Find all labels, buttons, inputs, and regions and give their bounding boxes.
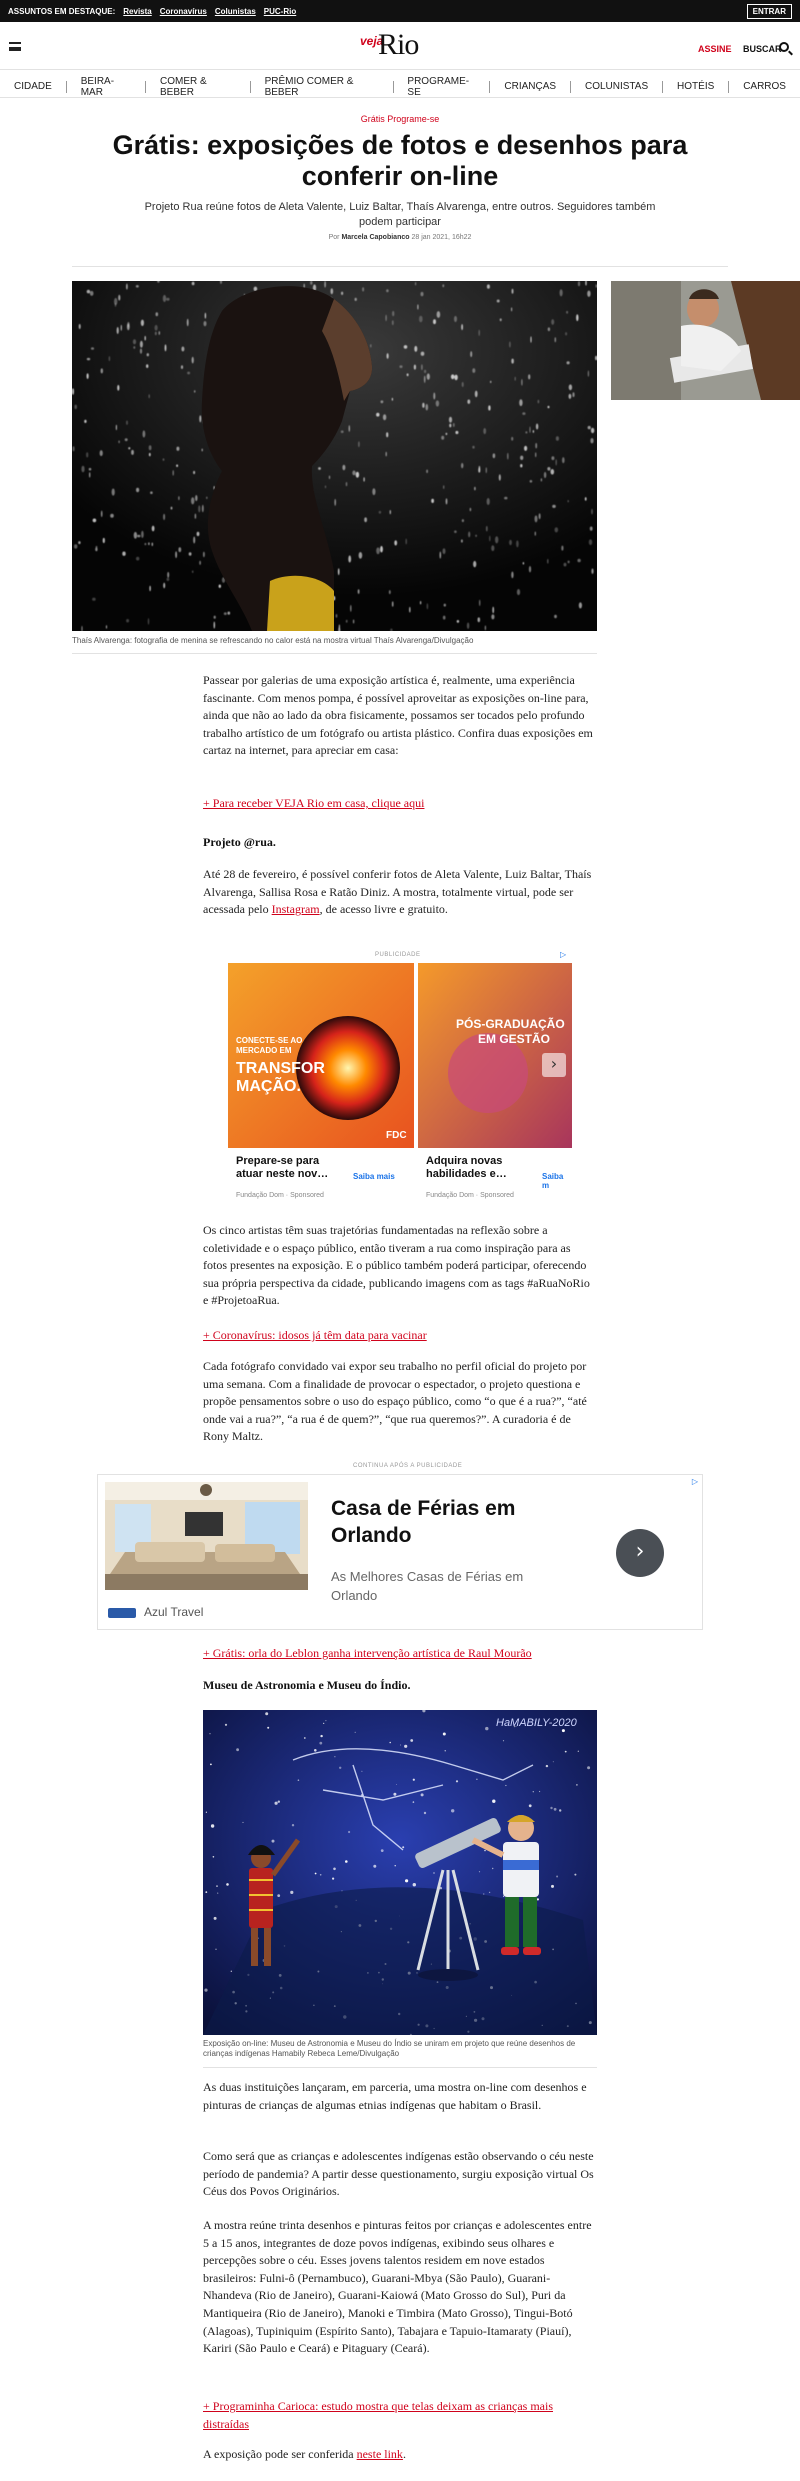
ad-carousel bbox=[228, 963, 572, 1213]
sidebar-photo[interactable] bbox=[611, 281, 800, 400]
featured-link-colunistas[interactable]: Colunistas bbox=[214, 6, 256, 16]
ad-source-name: Fundação Dom bbox=[426, 1192, 474, 1199]
ad-banner-title: Casa de Férias em Orlando bbox=[331, 1497, 516, 1547]
paragraph: As duas instituições lançaram, em parceria, uma mostra on-line com desenhos e pinturas de crianças de algumas etnias indígenas que habitam o Brasil. bbox=[203, 2080, 587, 2112]
related-link[interactable]: + Para receber VEJA Rio em casa, clique aqui bbox=[203, 796, 425, 810]
ad-card-title: Prepare-se para atuar neste nov… bbox=[236, 1155, 329, 1180]
living-room-image bbox=[105, 1482, 308, 1590]
ad-brand-name: Azul Travel bbox=[144, 1605, 204, 1619]
ad-learn-more-link[interactable]: Saiba m bbox=[542, 1172, 564, 1190]
paragraph: Como será que as crianças e adolescentes indígenas estão observando o céu neste período de pandemia? A partir desse questionamento, surgiu exposição virtual Os Céus dos Povos Originários. bbox=[203, 2149, 594, 2199]
publish-date: 28 jan 2021, 16h22 bbox=[411, 234, 472, 241]
divider bbox=[72, 653, 597, 654]
subscribe-link[interactable]: ASSINE bbox=[698, 44, 732, 54]
paragraph bbox=[203, 2446, 596, 2464]
main-nav bbox=[0, 76, 800, 98]
carousel-next-icon[interactable]: › bbox=[542, 1053, 566, 1077]
girl-in-rain-photo bbox=[72, 281, 597, 631]
artist-signature: HaMABILY-2020 bbox=[496, 1717, 577, 1729]
nav-item-programe-se[interactable]: PROGRAME-SE bbox=[407, 75, 470, 98]
ad-next-arrow-icon[interactable]: › bbox=[616, 1529, 664, 1577]
featured-link-coronavirus[interactable]: Coronavírus bbox=[159, 6, 207, 16]
ad-banner[interactable] bbox=[97, 1474, 703, 1630]
nav-item-colunistas[interactable]: COLUNISTAS bbox=[584, 81, 649, 92]
site-header bbox=[0, 22, 800, 70]
related-link[interactable]: + Programinha Carioca: estudo mostra que telas deixam as crianças mais distraídas bbox=[203, 2399, 553, 2431]
ad-card-title: Adquira novas habilidades e… bbox=[426, 1155, 507, 1180]
paragraph bbox=[203, 866, 596, 919]
paragraph: Passear por galerias de uma exposição artística é, realmente, uma experiência fascinante. Com menos pompa, é possível aproveitar as exposições on-line para, ainda que não ao lado da obra fisicamente, possamos ser tocados pelo profundo trabalho artístico de um fotógrafo ou artista plástico. Confira duas exposições em cartaz na internet, para apreciar em casa: bbox=[203, 673, 593, 758]
nav-item-carros[interactable]: CARROS bbox=[743, 81, 786, 92]
exhibition-link[interactable]: neste link bbox=[356, 2447, 403, 2461]
adchoices-icon[interactable]: ▷ bbox=[691, 1477, 698, 1486]
nav-item-hoteis[interactable]: HOTÉIS bbox=[677, 81, 715, 92]
related-link[interactable]: + Grátis: orla do Leblon ganha intervenção artística de Raul Mourão bbox=[203, 1646, 532, 1660]
indigenous-sky-drawing bbox=[203, 1710, 597, 2035]
ad-image-text: PÓS-GRADUAÇÃO bbox=[456, 1017, 565, 1031]
main-photo bbox=[72, 281, 597, 631]
person-writing-photo bbox=[611, 281, 800, 400]
ad-banner-image bbox=[105, 1482, 308, 1590]
ad-card-source: Fundação Dom · Sponsored bbox=[236, 1192, 324, 1199]
article-title: Grátis: exposições de fotos e desenhos para conferir on-line bbox=[112, 130, 688, 191]
fdc-logo: FDC bbox=[386, 1130, 407, 1141]
article-subtitle: Projeto Rua reúne fotos de Aleta Valente, Luiz Baltar, Thaís Alvarenga, entre outros. Seguidores também podem participar bbox=[144, 201, 656, 228]
paragraph-text: . bbox=[402, 2447, 406, 2461]
kicker-link-gratis[interactable]: Grátis bbox=[360, 114, 385, 124]
paragraph-text: Até 28 de fevereiro, é possível conferir fotos de Aleta Valente, Luiz Baltar, Thaís Alvarenga, Sallisa Rosa e Ratão Diniz. A mostra, totalmente virtual, pode ser acessada pelo bbox=[203, 867, 592, 917]
photo-caption: Thaís Alvarenga: fotografia de menina se refrescando no calor está na mostra virtual Thaís Alvarenga/Divulgação bbox=[72, 636, 474, 645]
nav-item-beira-mar[interactable]: BEIRA-MAR bbox=[80, 75, 115, 98]
top-bar bbox=[0, 0, 800, 22]
ad-source-name: Fundação Dom bbox=[236, 1192, 284, 1199]
logo-rio: Rio bbox=[378, 28, 419, 61]
kicker-link-programe-se[interactable]: Programe-se bbox=[387, 114, 440, 124]
paragraph: Cada fotógrafo convidado vai expor seu trabalho no perfil oficial do projeto por uma semana. Com a finalidade de provocar o espectador, o projeto questiona e propõe pensamentos sobre o uso do espaço público, como “o que é a rua?”, “até onde vai a rua?”, “a rua é de quem?”, “que rua queremos?”. A curadoria é de Rony Maltz. bbox=[203, 1359, 587, 1444]
login-button[interactable]: ENTRAR bbox=[747, 4, 792, 19]
paragraph: A mostra reúne trinta desenhos e pinturas feitos por crianças e adolescentes entre 5 a 15 anos, integrantes de doze povos indígenas, exibindo seus olhares e percepções sobre o céu. Esses jovens talentos residem em nove estados brasileiros: Fulni-ô (Pernambuco), Guarani-Mbya (São Paulo), Guarani-Nhandeva (Rio de Janeiro), Guarani-Kaiowá (Mato Grosso do Sul), Puri da Mantiqueira (Rio de Janeiro), Manoki e Timbira (Mato Grosso), Tingui-Botó (Alagoas), Tupiniquim (Espírito Santo), Tabajara e Tapuio-Itamaraty (Piauí), Kariri (São Paulo e Ceará) e Pitaguary (Ceará). bbox=[203, 2218, 592, 2356]
ad-image-text: TRANSFOR bbox=[236, 1060, 325, 1077]
related-link[interactable]: + Coronavírus: idosos já têm data para vacinar bbox=[203, 1328, 427, 1342]
azul-travel-logo bbox=[108, 1608, 136, 1618]
nav-item-criancas[interactable]: CRIANÇAS bbox=[504, 81, 557, 92]
logo-veja: veja bbox=[360, 34, 384, 48]
paragraph-text: A exposição pode ser conferida bbox=[203, 2447, 357, 2461]
transformation-ad-image bbox=[228, 963, 414, 1148]
ad-banner-description: As Melhores Casas de Férias em Orlando bbox=[331, 1569, 524, 1603]
ad-brand bbox=[108, 1605, 203, 1619]
article-byline bbox=[0, 234, 800, 241]
nav-item-comer-beber[interactable]: COMER & BEBER bbox=[160, 75, 207, 98]
ad-card[interactable] bbox=[228, 963, 414, 1213]
ad-image-text: MAÇÃO. bbox=[236, 1078, 301, 1095]
search-link[interactable]: BUSCAR bbox=[743, 44, 782, 54]
nav-item-cidade[interactable]: CIDADE bbox=[14, 81, 52, 92]
instagram-link[interactable]: Instagram bbox=[271, 902, 320, 917]
adchoices-icon[interactable]: ▷ bbox=[560, 950, 567, 959]
ad-card[interactable] bbox=[418, 963, 572, 1213]
ad-learn-more-link[interactable]: Saiba mais bbox=[353, 1172, 395, 1181]
byline-prefix: Por bbox=[328, 234, 340, 241]
sponsored-label: Sponsored bbox=[290, 1192, 324, 1199]
ad-image-text: CONECTE-SE AO bbox=[236, 1036, 303, 1045]
ad-image-text: MERCADO EM bbox=[236, 1046, 292, 1055]
ad-card-image bbox=[228, 963, 414, 1148]
featured-link-puc-rio[interactable]: PUC-Rio bbox=[263, 6, 297, 16]
nav-item-premio[interactable]: PRÊMIO COMER & BEBER bbox=[264, 75, 354, 98]
ad-image-text: EM GESTÃO bbox=[478, 1032, 551, 1046]
section-heading: Museu de Astronomia e Museu do Índio. bbox=[203, 1678, 411, 1692]
search-icon[interactable] bbox=[779, 42, 789, 52]
illustration-caption: Exposição on-line: Museu de Astronomia e Museu do Índio se uniram em projeto que reúne desenhos de crianças indígenas Hamabily Rebeca Leme/Divulgação bbox=[203, 2039, 576, 2058]
paragraph-text: , de acesso livre e gratuito. bbox=[319, 902, 448, 917]
ad-label: PUBLICIDADE bbox=[375, 952, 421, 958]
sponsored-label: Sponsored bbox=[480, 1192, 514, 1199]
menu-icon[interactable] bbox=[9, 42, 21, 51]
divider bbox=[203, 2067, 597, 2068]
author-name[interactable]: Marcela Capobianco bbox=[341, 234, 410, 241]
ad-card-source: Fundação Dom · Sponsored bbox=[426, 1192, 514, 1199]
illustration bbox=[203, 1710, 597, 2035]
paragraph: Os cinco artistas têm suas trajetórias fundamentadas na reflexão sobre a coletividade e o espaço público, então tiveram a rua como inspiração para as fotos presentes na exposição. E o público também poderá participar, oferecendo sua própria perspectiva da cidade, publicando imagens com as tags #aRuaNoRio e #ProjetoaRua. bbox=[203, 1223, 590, 1308]
featured-link-revista[interactable]: Revista bbox=[123, 6, 152, 16]
article-kicker bbox=[0, 114, 800, 124]
featured-label: ASSUNTOS EM DESTAQUE: bbox=[8, 6, 116, 16]
ad-label: CONTINUA APÓS A PUBLICIDADE bbox=[353, 1463, 463, 1469]
section-heading: Projeto @rua. bbox=[203, 835, 276, 849]
divider bbox=[72, 266, 728, 267]
site-logo[interactable] bbox=[360, 28, 440, 62]
